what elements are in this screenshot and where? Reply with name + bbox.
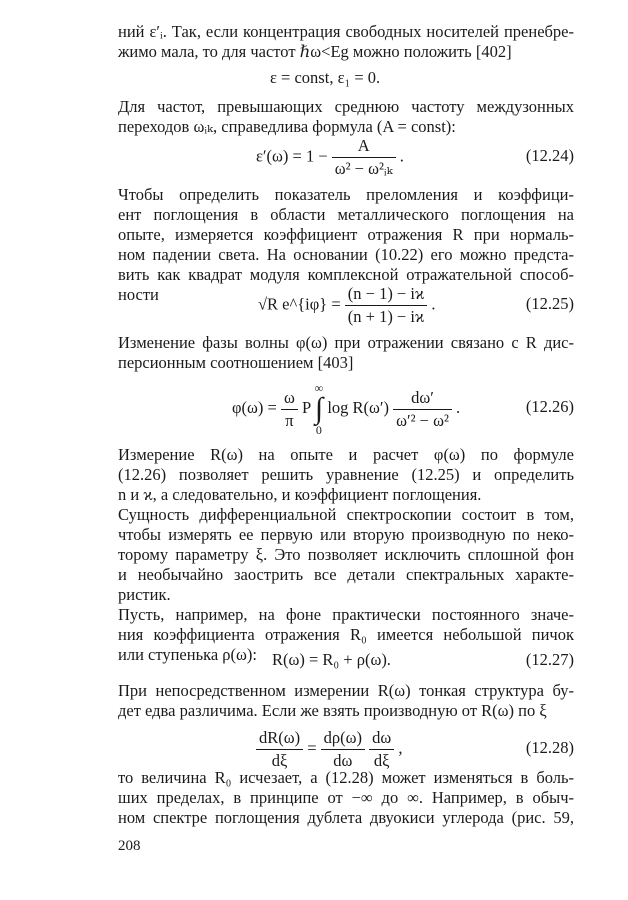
- text-line: жимо мала, то для частот ℏω<Eg можно положить [402]: [118, 42, 512, 61]
- text-line: ших пределах, в принципе от −∞ до ∞. Например, в обыч-: [118, 788, 574, 807]
- text-line: n и ϰ, а следовательно, и коэффициент поглощения.: [118, 485, 482, 504]
- text-line: то величина R₀ исчезает, а (12.28) может изменяться в боль-: [118, 768, 574, 787]
- text-line: Для частот, превышающих среднюю частоту междузонных: [118, 97, 574, 116]
- eq-numerator: ω: [281, 388, 298, 410]
- text-line: ности: [118, 285, 159, 304]
- eq-lhs: φ(ω) =: [232, 397, 277, 417]
- equation-number: (12.25): [525, 294, 574, 313]
- principal-value: P: [301, 397, 311, 417]
- equation-12-24: ε′(ω) = 1 − $\frac{A}{\text{ω² − ω²ᵢₖ}}$ .: [256, 136, 404, 178]
- eq-fraction: [393, 388, 452, 431]
- eq-fraction: [345, 284, 427, 327]
- eq-denominator: ω′² − ω²: [396, 410, 449, 430]
- eq-denominator: (n + 1) − iϰ: [347, 307, 425, 326]
- text-line: и необычайно заострить все детали спектральных характе-: [118, 565, 574, 584]
- integral-sign: ∫: [314, 392, 324, 425]
- text-line: дет едва различима. Если же взять производную от R(ω) по ξ: [118, 701, 547, 720]
- text-line: Сущность дифференциальной спектроскопии состоит в том,: [118, 505, 574, 524]
- eq-fraction: [369, 728, 394, 771]
- equation-number: (12.24): [525, 146, 574, 165]
- equation-12-27: R(ω) = R₀ + ρ(ω).: [272, 650, 391, 669]
- eq-lhs: √R e^{iφ} =: [258, 294, 341, 314]
- eq-numerator: dω: [369, 728, 394, 750]
- integral-upper-limit: ∞: [314, 381, 324, 395]
- text-line: (12.26) позволяет решить уравнение (12.25) и определить: [118, 465, 574, 484]
- eq-denominator: dω: [333, 751, 353, 770]
- equation-12-26: φ(ω) = $\frac{\omega}{\pi}$ P ∞ ∫ 0 log R(ω′) $\frac{d\omega'}{\text{ω′² − ω²}}$ .: [232, 381, 461, 437]
- text-line: вить как квадрат модуля комплексной отражательной способ-: [118, 265, 574, 284]
- text-line: ристик.: [118, 585, 171, 604]
- eq-fraction: [332, 136, 396, 179]
- text-line: ний ε′ᵢ. Так, если концентрация свободных носителей пренебре-: [118, 22, 574, 41]
- equation-number: (12.26): [525, 397, 574, 416]
- equation-const: ε = const, ε₁ = 0.: [270, 68, 381, 87]
- eq-denominator: π: [285, 410, 294, 430]
- text-line: персионным соотношением [403]: [118, 353, 354, 372]
- text-line: ния коэффициента отражения R₀ имеется небольшой пичок: [118, 625, 574, 644]
- equation-12-25: √R e^{iφ} = $\frac{(n - 1) - iϰ}{(n + 1) - iϰ}$ .: [258, 284, 436, 326]
- text-line: ном падении света. На основании (10.22) его можно предста-: [118, 245, 574, 264]
- integral: [315, 382, 324, 436]
- integral-lower-limit: 0: [315, 423, 322, 437]
- text-line: торому параметру ξ. Это позволяет исключить сплошной фон: [118, 545, 574, 564]
- eq-log-term: log R(ω′): [327, 397, 390, 417]
- text-line: Чтобы определить показатель преломления и коэффици-: [118, 185, 574, 204]
- equation-number: (12.28): [525, 738, 574, 757]
- text-line: или ступенька ρ(ω):: [118, 645, 257, 664]
- eq-denominator: dξ: [271, 751, 288, 770]
- text-line: чтобы измерять ее первую или вторую производную по неко-: [118, 525, 574, 544]
- eq-equals: =: [307, 738, 317, 758]
- text-line: Изменение фазы волны φ(ω) при отражении связано с R дис-: [118, 333, 574, 352]
- page-number: 208: [118, 838, 141, 854]
- text-line: ном спектре поглощения дублета двуокиси углерода (рис. 59,: [118, 808, 574, 827]
- eq-fraction: [281, 388, 298, 431]
- eq-denominator: dξ: [373, 751, 390, 770]
- eq-numerator: A: [332, 136, 396, 158]
- eq-denominator: ω² − ω²ᵢₖ: [334, 159, 393, 178]
- eq-numerator: dR(ω): [256, 728, 303, 750]
- eq-fraction: [321, 728, 365, 771]
- eq-fraction: [256, 728, 303, 771]
- text-line: Пусть, например, на фоне практически постоянного значе-: [118, 605, 574, 624]
- eq-numerator: (n − 1) − iϰ: [345, 284, 427, 306]
- equation-12-28: $\frac{dR(\omega)}{d\xi}$ = $\frac{d\rho(\omega)}{d\omega}$ $\frac{d\omega}{d\xi}$ ,: [256, 728, 403, 771]
- text-line: переходов ωᵢₖ, справедлива формула (A = const):: [118, 117, 456, 136]
- text-line: опыте, измеряется коэффициент отражения R при нормаль-: [118, 225, 574, 244]
- text-line: При непосредственном измерении R(ω) тонкая структура бу-: [118, 681, 574, 700]
- eq-numerator: dρ(ω): [321, 728, 365, 750]
- text-line: Измерение R(ω) на опыте и расчет φ(ω) по формуле: [118, 445, 574, 464]
- equation-number: (12.27): [525, 650, 574, 669]
- text-line: ент поглощения в области металлического поглощения на: [118, 205, 574, 224]
- eq-lhs: ε′(ω) = 1 −: [256, 146, 328, 166]
- eq-numerator: dω′: [393, 388, 452, 410]
